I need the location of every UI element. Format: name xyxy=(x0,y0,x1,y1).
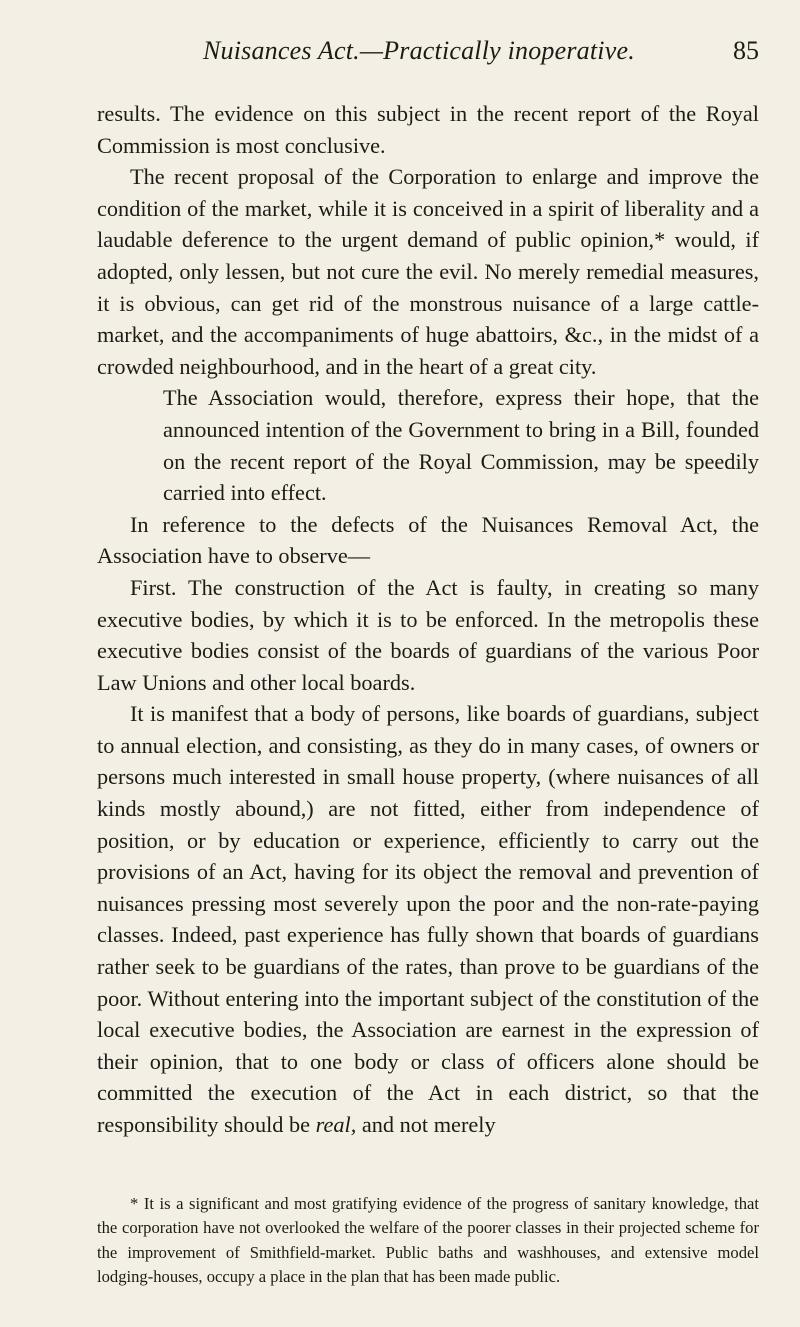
paragraph-main-text: It is manifest that a body of persons, like boards of guardians, subject to annual election, and consisting, as they do in many cases, of owners or persons much interested in small house property, (where nuisances of all kinds mostly abound,) are not fitted, either from independence of position, or by education or experience, efficiently to carry out the provisions of an Act, having for its object the removal and prevention of nuisances pressing most severely upon the poor and the non-rate-paying classes. Indeed, past experience has fully shown that boards of guardians rather seek to be guardians of the rates, than prove to be guardians of the poor. Without entering into the important subject of the constitution of the local executive bodies, the Association are earnest in the expression of their opinion, that to one body or class of officers alone should be committed the execution of the Act in each district, so that the responsibility should be xyxy=(97,701,759,1137)
emphasis-real: real, xyxy=(315,1112,357,1137)
paragraph-first-defect: First. The construction of the Act is faulty, in creating so many executive bodies, by which it is to be enforced. In the metropolis these executive bodies consist of the boards of guardians of the various Poor Law Unions and other local boards. xyxy=(97,574,759,695)
running-head: Nuisances Act.—Practically inoperative. xyxy=(203,36,635,65)
paragraph-association-hope: The Association would, therefore, express their hope, that the announced intention of the Government to bring in a Bill, founded on the recent report of the Royal Commission, may be speedily carried into effect. xyxy=(163,385,759,506)
body-text xyxy=(97,98,759,1141)
page-number: 85 xyxy=(733,36,759,65)
paragraph-boards-of-guardians xyxy=(97,698,759,1140)
paragraph-tail-text: and not merely xyxy=(356,1112,496,1137)
page-header xyxy=(97,36,759,76)
footnote: * It is a significant and most gratifying evidence of the progress of sanitary knowledge, that the corporation have not overlooked the welfare of the poorer classes in their projected scheme for the improvement of Smithfield-market. Public baths and washhouses, and extensive model lodging-houses, occupy a place in the plan that has been made public. xyxy=(97,1194,759,1287)
paragraph-continuation: results. The evidence on this subject in the recent report of the Royal Commission is most conclusive. xyxy=(97,101,759,158)
paragraph-defects-intro: In reference to the defects of the Nuisances Removal Act, the Association have to observe— xyxy=(97,511,759,569)
paragraph-corporation-proposal: The recent proposal of the Corporation to enlarge and improve the condition of the market, while it is conceived in a spirit of liberality and a laudable deference to the urgent demand of public opinion,* would, if adopted, only lessen, but not cure the evil. No merely remedial measures, it is obvious, can get rid of the monstrous nuisance of a large cattle-market, and the accompaniments of huge abattoirs, &c., in the midst of a crowded neighbourhood, and in the heart of a great city. xyxy=(97,164,759,379)
